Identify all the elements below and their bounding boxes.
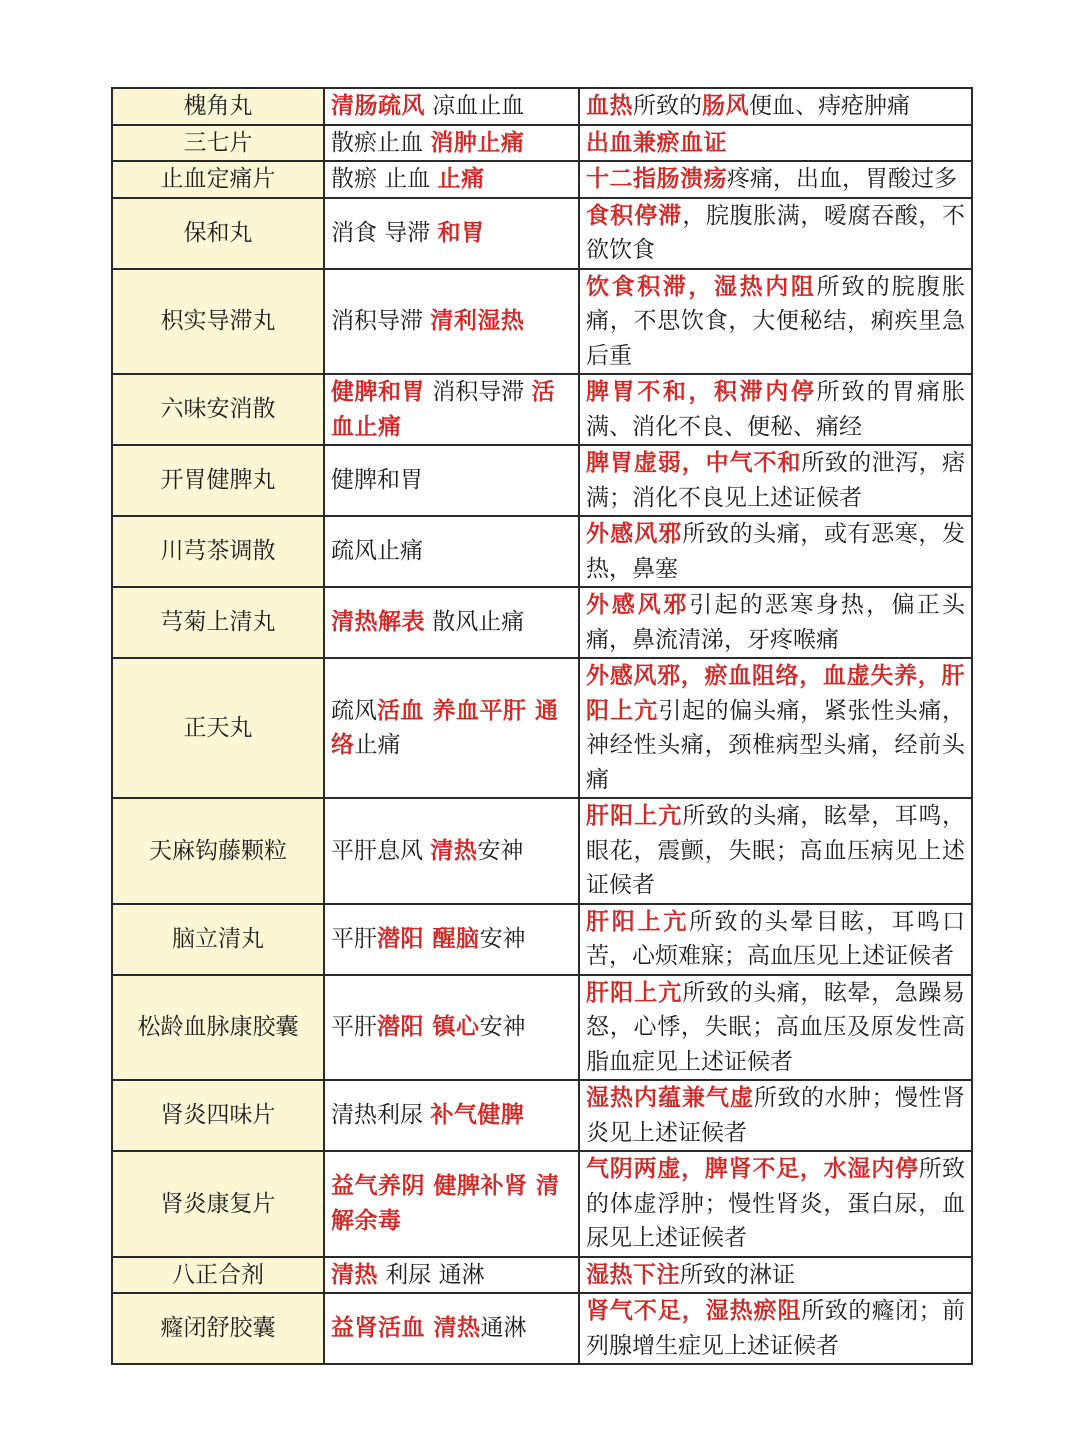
plain-text: 所致的脘腹胀痛，不思饮食，大便秘结，痢疾里急后重 [586, 273, 966, 369]
medicine-name-text: 三七片 [183, 129, 253, 156]
table-row [112, 516, 972, 587]
indication-cell [579, 798, 972, 904]
highlighted-text: 清热 [331, 1260, 378, 1288]
highlighted-text: 潜阳 醒脑 [377, 924, 480, 952]
highlighted-text: 消肿止痛 [430, 128, 525, 156]
medicine-name-text: 正天丸 [183, 714, 253, 741]
highlighted-text: 潜阳 镇心 [377, 1013, 480, 1040]
plain-text: 引起的偏头痛，紧张性头痛，神经性头痛，颈椎病型头痛，经前头痛 [586, 697, 966, 793]
efficacy-cell [324, 161, 579, 198]
plain-text: 凉血止血 [425, 93, 525, 119]
plain-text: 散风止痛 [425, 609, 525, 636]
highlighted-text: 十二指肠溃疡 [586, 165, 727, 192]
medicine-name [112, 1151, 324, 1257]
plain-text: 安神 [477, 837, 524, 864]
highlighted-text: 肝阳上亢 [586, 802, 683, 829]
medicine-name-text: 天麻钩藤颗粒 [149, 837, 287, 864]
highlighted-text: 补气健脾 [430, 1101, 525, 1129]
efficacy-cell [324, 658, 579, 798]
plain-text: 所致的 [633, 93, 702, 119]
medicine-name [112, 269, 324, 375]
plain-text: 所致的头痛，或有恶寒，发热，鼻塞 [586, 521, 966, 582]
indication-cell [579, 975, 972, 1081]
plain-text: 所致的水肿；慢性肾炎见上述证候者 [586, 1085, 965, 1146]
highlighted-text: 脾胃不和，积滞内停 [586, 378, 817, 405]
highlighted-text: 出血兼瘀血证 [586, 128, 727, 156]
highlighted-text: 清热 [430, 836, 478, 864]
plain-text: 所致的头晕目眩，耳鸣口苦，心烦难寐；高血压见上述证候者 [586, 908, 966, 969]
plain-text: 通淋 [480, 1315, 527, 1342]
efficacy-cell [324, 1293, 579, 1364]
medicine-name-text: 槐角丸 [183, 93, 253, 119]
indication-cell [579, 269, 972, 375]
medicine-name [112, 516, 324, 587]
table-row [112, 125, 972, 162]
plain-text: 平肝息风 [331, 837, 431, 864]
medicine-name-text: 脑立清丸 [172, 925, 264, 952]
indication-cell [579, 658, 972, 798]
medicine-name [112, 198, 324, 269]
efficacy-cell [324, 975, 579, 1081]
highlighted-text: 清利湿热 [430, 307, 525, 334]
medicine-name [112, 125, 324, 162]
highlighted-text: 益气养阴 健脾补肾 清解余毒 [331, 1172, 560, 1234]
medicine-name-text: 六味安消散 [160, 396, 276, 423]
medicine-name [112, 161, 324, 198]
efficacy-cell [324, 1151, 579, 1257]
table-row [112, 88, 972, 125]
table-row [112, 198, 972, 269]
efficacy-cell [324, 269, 579, 375]
efficacy-cell [324, 516, 579, 587]
highlighted-text: 饮食积滞，湿热内阻 [586, 272, 817, 300]
indication-cell [579, 445, 972, 516]
table-row [112, 658, 972, 798]
plain-text: 所致的体虚浮肿；慢性肾炎，蛋白尿，血尿见上述证候者 [586, 1156, 966, 1251]
medicine-name [112, 975, 324, 1081]
medicine-name-text: 开胃健脾丸 [160, 467, 276, 494]
efficacy-cell [324, 198, 579, 269]
medicine-name-text: 肾炎康复片 [160, 1190, 276, 1217]
plain-text: 消积导滞 [331, 308, 431, 334]
table-row [112, 975, 972, 1081]
plain-text: 平肝 [331, 925, 377, 952]
medicine-name-text: 川芎茶调散 [160, 538, 276, 565]
plain-text: 散瘀 止血 [331, 166, 438, 192]
indication-cell [579, 904, 972, 975]
plain-text: 所致的头痛，眩晕，急躁易怒，心悸，失眠；高血压及原发性高脂血症见上述证候者 [586, 979, 966, 1075]
plain-text: 疏风止痛 [331, 538, 423, 565]
medicine-name [112, 658, 324, 798]
indication-cell [579, 1080, 972, 1151]
indication-cell [579, 587, 972, 658]
herb-table [111, 87, 973, 1365]
plain-text: ，脘腹胀满，嗳腐吞酸，不欲饮食 [586, 202, 966, 263]
indication-cell [579, 88, 972, 125]
table-row [112, 1080, 972, 1151]
medicine-name [112, 374, 324, 445]
medicine-name [112, 1293, 324, 1364]
plain-text: 所致的淋证 [680, 1261, 795, 1288]
plain-text: 止痛 [354, 732, 401, 758]
medicine-name [112, 904, 324, 975]
plain-text: 消食 导滞 [331, 219, 438, 246]
highlighted-text: 健脾和胃 [331, 378, 425, 405]
plain-text: 所致的癃闭；前列腺增生症见上述证候者 [586, 1298, 966, 1359]
plain-text: 平肝 [331, 1014, 377, 1040]
highlighted-text: 肝阳上亢 [586, 978, 683, 1006]
efficacy-cell [324, 88, 579, 125]
medicine-name [112, 798, 324, 904]
highlighted-text: 活血止痛 [331, 378, 556, 440]
highlighted-text: 脾胃虚弱，中气不和 [586, 449, 802, 476]
efficacy-cell [324, 125, 579, 162]
indication-cell [579, 1151, 972, 1257]
medicine-name-text: 八正合剂 [172, 1261, 264, 1288]
plain-text: 安神 [479, 925, 526, 952]
plain-text: 散瘀止血 [331, 129, 431, 156]
plain-text: 疼痛，出血，胃酸过多 [727, 166, 957, 192]
highlighted-text: 湿热下注 [586, 1260, 680, 1288]
efficacy-cell [324, 587, 579, 658]
indication-cell [579, 1293, 972, 1364]
highlighted-text: 和胃 [437, 218, 485, 246]
medicine-name [112, 445, 324, 516]
table-row [112, 1151, 972, 1257]
medicine-name-text: 止血定痛片 [160, 166, 276, 192]
efficacy-cell [324, 445, 579, 516]
table-row [112, 374, 972, 445]
table-row [112, 161, 972, 198]
highlighted-text: 气阴两虚，脾肾不足，水湿内停 [586, 1155, 919, 1182]
indication-cell [579, 374, 972, 445]
indication-cell [579, 198, 972, 269]
plain-text: 便血、痔疮肿痛 [749, 93, 910, 119]
highlighted-text: 肾气不足，湿热瘀阻 [586, 1297, 802, 1324]
medicine-name-text: 保和丸 [183, 219, 253, 246]
highlighted-text: 外感风邪 [586, 591, 690, 618]
table-body [112, 88, 972, 1364]
medicine-name-text: 芎菊上清丸 [160, 609, 276, 636]
plain-text: 安神 [479, 1014, 526, 1040]
medicine-name-text: 枳实导滞丸 [160, 308, 276, 334]
plain-text: 清热利尿 [331, 1102, 431, 1129]
table-row [112, 269, 972, 375]
medicine-name [112, 587, 324, 658]
medicine-name-text: 松龄血脉康胶囊 [137, 1014, 299, 1040]
highlighted-text: 食积停滞 [586, 201, 683, 229]
efficacy-cell [324, 1080, 579, 1151]
plain-text: 所致的泄泻，痞满；消化不良见上述证候者 [586, 450, 966, 511]
medicine-name-text: 癃闭舒胶囊 [160, 1315, 276, 1342]
medicine-name [112, 1257, 324, 1294]
plain-text: 引起的恶寒身热，偏正头痛，鼻流清涕，牙疼喉痛 [586, 592, 966, 653]
plain-text: 所致的头痛，眩晕，耳鸣，眼花，震颤，失眠；高血压病见上述证候者 [586, 803, 966, 898]
highlighted-text: 清肠疏风 [331, 92, 425, 119]
table-row [112, 904, 972, 975]
plain-text: 所致的胃痛胀满、消化不良、便秘、痛经 [586, 379, 966, 440]
table-row [112, 587, 972, 658]
efficacy-cell [324, 374, 579, 445]
efficacy-cell [324, 904, 579, 975]
highlighted-text: 外感风邪 [586, 520, 683, 547]
highlighted-text: 活血 养血平肝 通络 [331, 696, 559, 758]
table-row [112, 1293, 972, 1364]
highlighted-text: 湿热内蕴兼气虚 [586, 1084, 754, 1111]
indication-cell [579, 125, 972, 162]
plain-text: 健脾和胃 [331, 467, 423, 494]
highlighted-text: 肝阳上亢 [586, 907, 690, 935]
highlighted-text: 肠风 [702, 92, 749, 119]
highlighted-text: 益肾活血 清热 [331, 1314, 481, 1342]
plain-text: 消积导滞 [425, 379, 532, 405]
highlighted-text: 外感风邪，瘀血阻络，血虚失养，肝阳上亢 [586, 662, 965, 724]
table-row [112, 1257, 972, 1294]
highlighted-text: 血热 [586, 92, 633, 119]
medicine-name [112, 1080, 324, 1151]
table-row [112, 798, 972, 904]
medicine-name [112, 88, 324, 125]
highlighted-text: 清热解表 [331, 608, 425, 636]
plain-text: 疏风 [331, 697, 377, 724]
indication-cell [579, 516, 972, 587]
efficacy-cell [324, 1257, 579, 1294]
indication-cell [579, 161, 972, 198]
indication-cell [579, 1257, 972, 1294]
efficacy-cell [324, 798, 579, 904]
plain-text: 利尿 通淋 [378, 1261, 485, 1288]
medicine-name-text: 肾炎四味片 [160, 1102, 276, 1129]
highlighted-text: 止痛 [437, 165, 485, 192]
table-row [112, 445, 972, 516]
